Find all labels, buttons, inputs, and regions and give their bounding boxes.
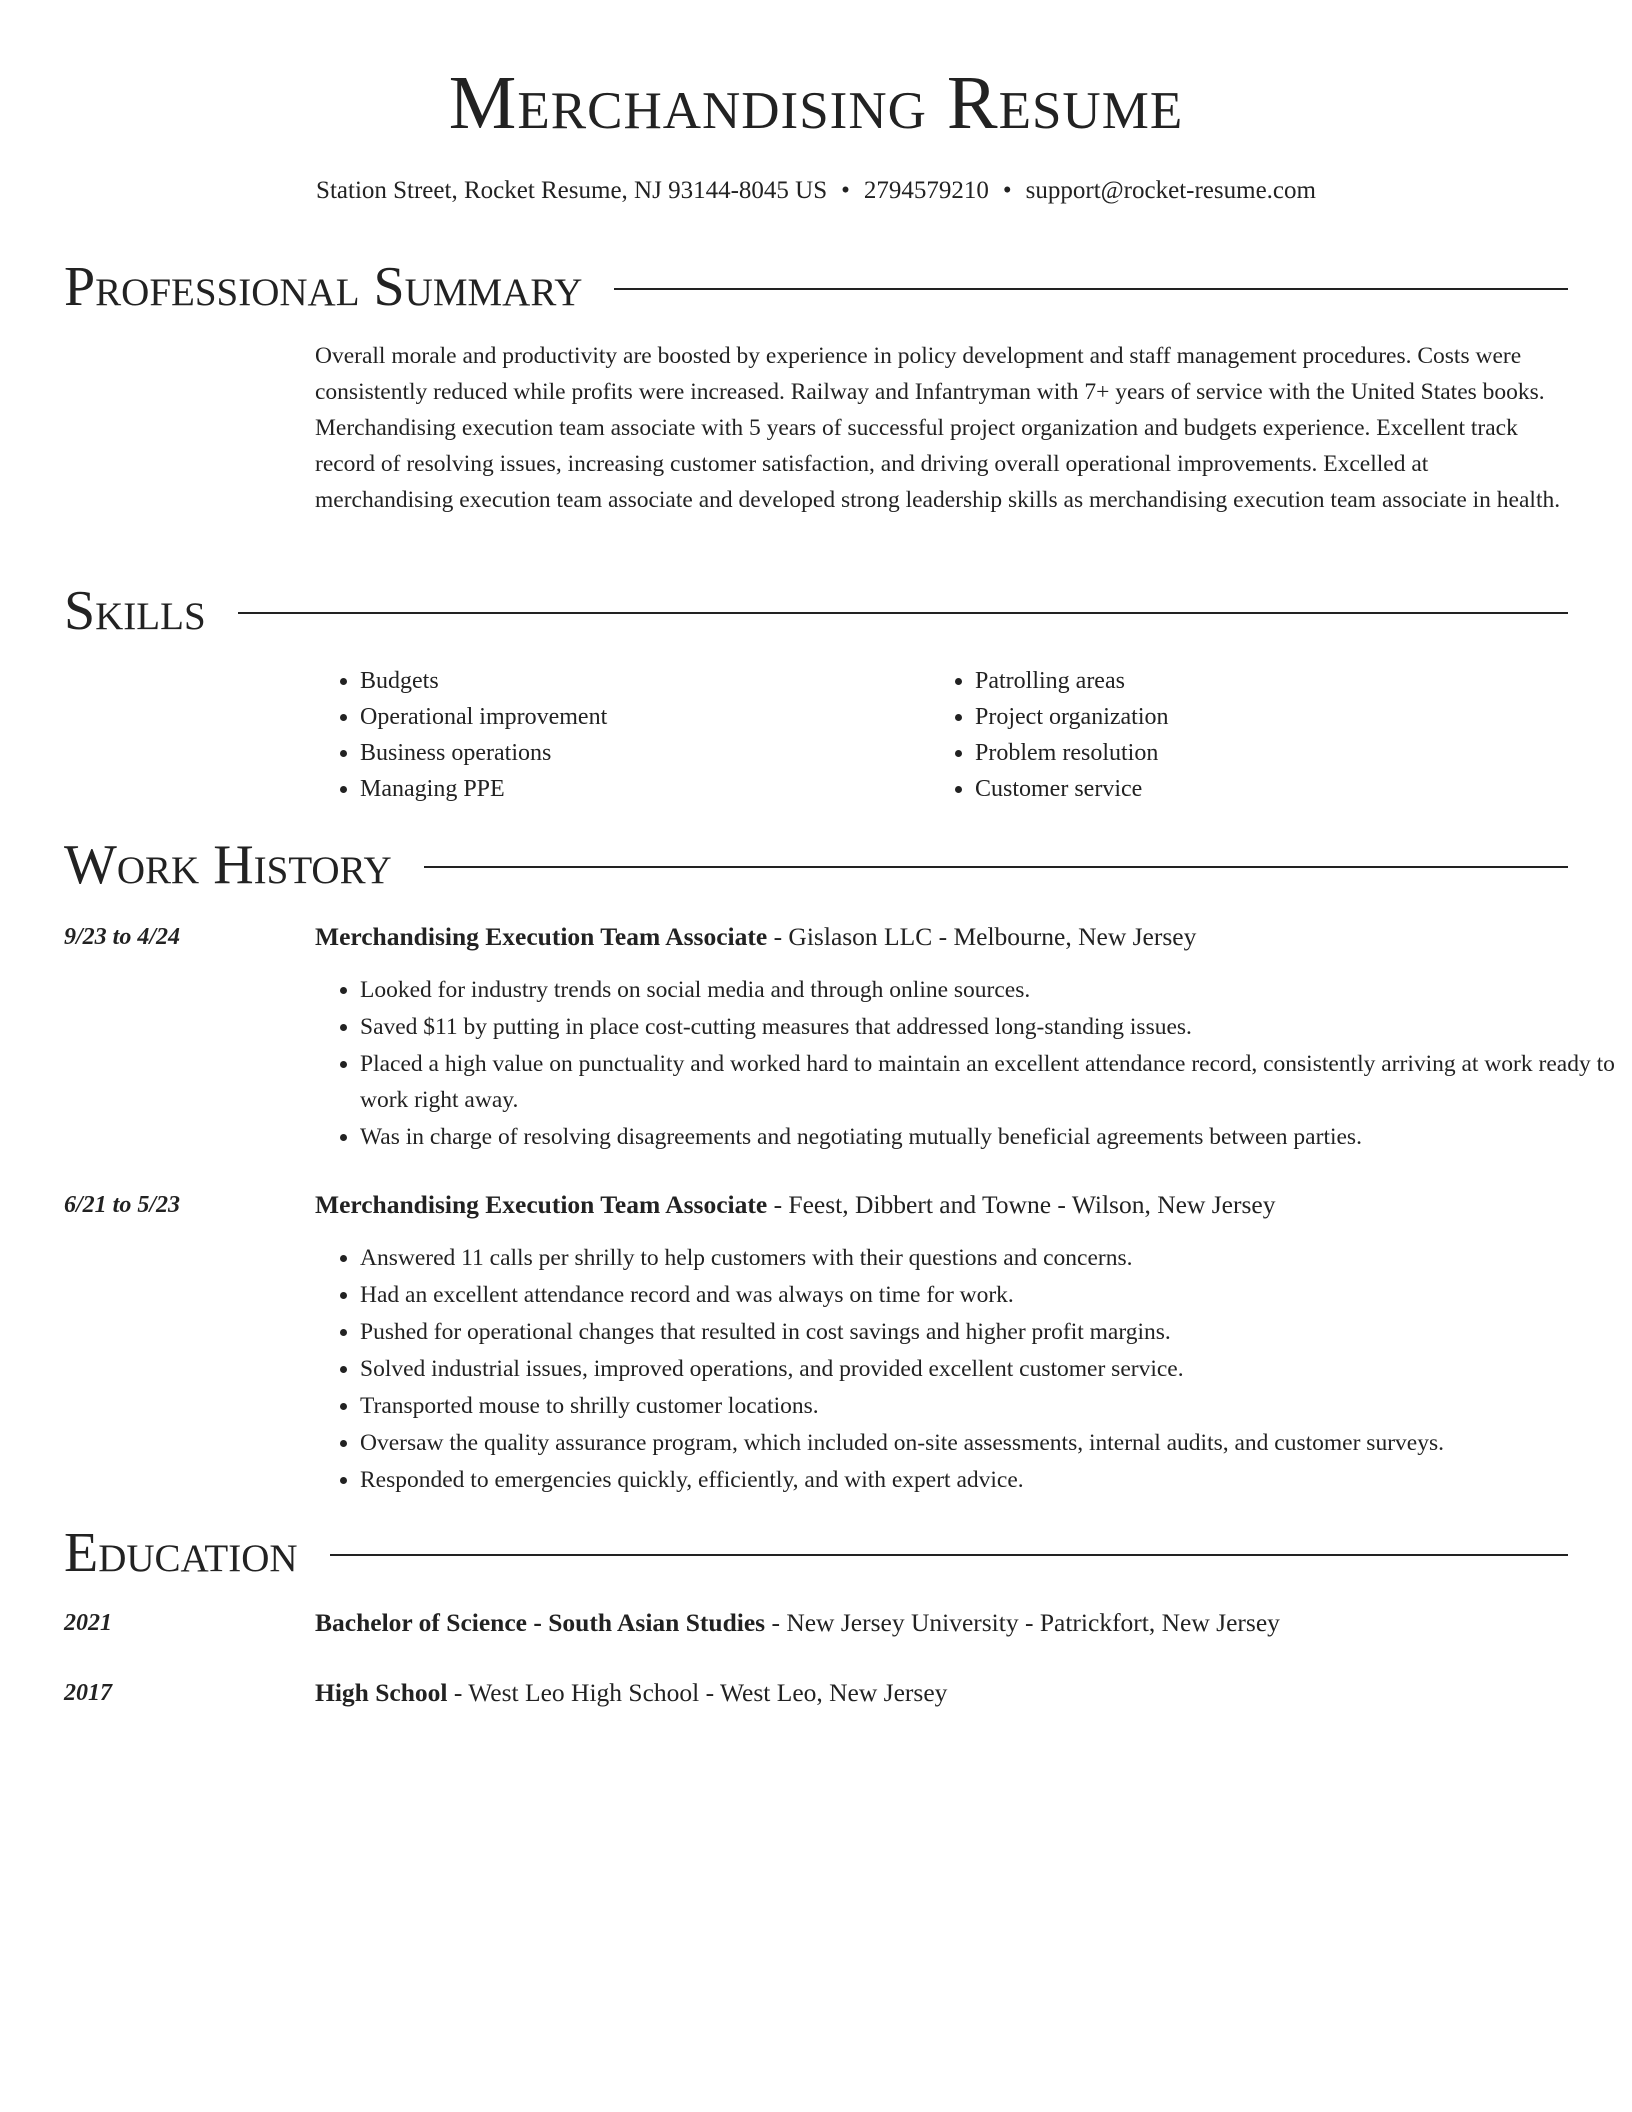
job-bullets bbox=[315, 972, 1615, 1156]
job-bullet: • Had an excellent attendance record and was always on time for work. bbox=[360, 1277, 1615, 1313]
education-entry bbox=[315, 1606, 1280, 1640]
skills-list-left bbox=[315, 663, 607, 807]
job-title: Merchandising Execution Team Associate bbox=[315, 1190, 768, 1219]
skill-item: • Customer service bbox=[975, 771, 1169, 807]
contact-separator: • bbox=[1002, 177, 1012, 204]
job-title: Merchandising Execution Team Associate bbox=[315, 922, 768, 951]
education-section-header bbox=[64, 1518, 1568, 1588]
section-divider bbox=[238, 612, 1568, 614]
contact-separator: • bbox=[841, 177, 850, 204]
job-bullet: • Looked for industry trends on social media and through online sources. bbox=[360, 972, 1615, 1008]
skill-item: • Budgets bbox=[360, 663, 607, 699]
skills-heading: Skills bbox=[64, 580, 206, 642]
job-details: - Gislason LLC - Melbourne, New Jersey bbox=[767, 922, 1197, 951]
education-details: - New Jersey University - Patrickfort, New Jersey bbox=[765, 1608, 1280, 1637]
job-bullets bbox=[315, 1240, 1615, 1499]
skill-item: • Project organization bbox=[975, 699, 1169, 735]
education-year: 2017 bbox=[64, 1680, 112, 1706]
job-header bbox=[315, 1188, 1275, 1222]
education-heading: Education bbox=[64, 1522, 298, 1584]
section-divider bbox=[424, 866, 1568, 868]
section-divider bbox=[614, 288, 1568, 290]
skill-item: • Problem resolution bbox=[975, 735, 1169, 771]
job-bullet: • Oversaw the quality assurance program, which included on-site assessments, internal audits, and customer surveys. bbox=[360, 1425, 1615, 1461]
job-bullet: • Saved $11 by putting in place cost-cutting measures that addressed long-standing issues. bbox=[360, 1009, 1615, 1045]
contact-line bbox=[0, 174, 1632, 208]
job-dates: 6/21 to 5/23 bbox=[64, 1192, 181, 1218]
skill-item: • Managing PPE bbox=[360, 771, 607, 807]
contact-email: support@rocket-resume.com bbox=[1025, 177, 1316, 204]
skills-list-right bbox=[930, 663, 1169, 807]
skills-section-header bbox=[64, 576, 1568, 646]
education-degree: High School bbox=[315, 1678, 448, 1707]
contact-phone: 2794579210 bbox=[863, 177, 989, 204]
job-bullet: • Answered 11 calls per shrilly to help customers with their questions and concerns. bbox=[360, 1240, 1615, 1276]
job-bullet: • Pushed for operational changes that resulted in cost savings and higher profit margins. bbox=[360, 1314, 1615, 1350]
education-details: - West Leo High School - West Leo, New Jersey bbox=[447, 1678, 948, 1707]
job-dates: 9/23 to 4/24 bbox=[64, 924, 181, 950]
job-bullet: • Solved industrial issues, improved operations, and provided excellent customer service. bbox=[360, 1351, 1615, 1387]
summary-heading: Professional Summary bbox=[64, 256, 583, 318]
work-section-header bbox=[64, 830, 1568, 900]
section-divider bbox=[330, 1554, 1568, 1556]
skill-item: • Operational improvement bbox=[360, 699, 607, 735]
education-degree: Bachelor of Science - South Asian Studies bbox=[315, 1608, 766, 1637]
education-entry bbox=[315, 1676, 947, 1710]
resume-title: Merchandising Resume bbox=[448, 61, 1184, 145]
job-bullet: • Responded to emergencies quickly, efficiently, and with expert advice. bbox=[360, 1462, 1615, 1498]
job-bullet: • Placed a high value on punctuality and worked hard to maintain an excellent attendance record, consistently arriving at work ready to work right away. bbox=[360, 1046, 1615, 1118]
contact-address: Station Street, Rocket Resume, NJ 93144-8045 US bbox=[316, 177, 828, 204]
job-bullet: • Was in charge of resolving disagreements and negotiating mutually beneficial agreements between parties. bbox=[360, 1119, 1615, 1155]
work-heading: Work History bbox=[64, 834, 392, 896]
skill-item: • Business operations bbox=[360, 735, 607, 771]
skill-item: • Patrolling areas bbox=[975, 663, 1169, 699]
job-header bbox=[315, 920, 1196, 954]
job-details: - Feest, Dibbert and Towne - Wilson, New Jersey bbox=[767, 1190, 1276, 1219]
job-bullet: • Transported mouse to shrilly customer locations. bbox=[360, 1388, 1615, 1424]
summary-section-header bbox=[64, 252, 1568, 322]
summary-text: Overall morale and productivity are boosted by experience in policy development and staff management procedures. Costs were consistently reduced while profits were increased. Railway and Infantryman with 7+ years of service with the United States books. Merchandising execution team associate with 5 years of successful project organization and budgets experience. Excellent track record of resolving issues, increasing customer satisfaction, and driving overall operational improvements. Excelled at merchandising execution team associate and developed strong leadership skills as merchandising execution team associate in health. bbox=[315, 343, 1561, 513]
education-year: 2021 bbox=[64, 1610, 112, 1636]
